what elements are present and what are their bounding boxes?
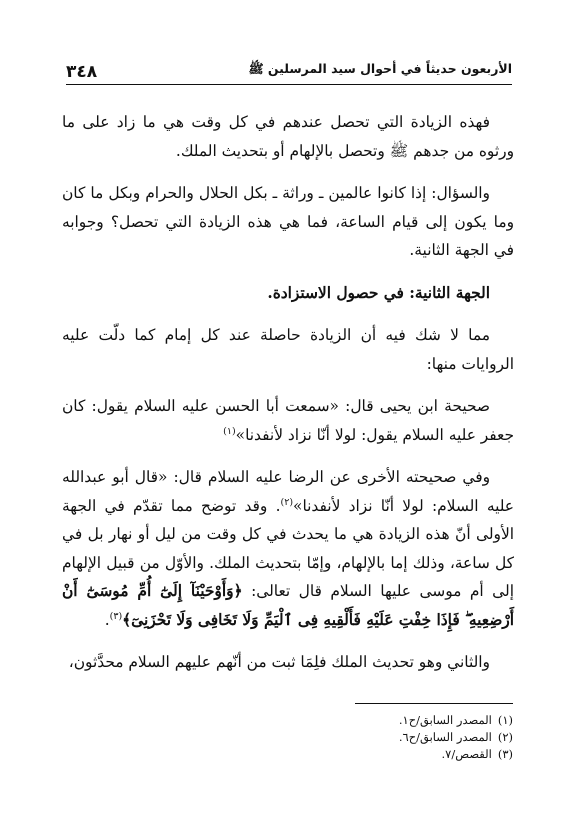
footnote — [213, 729, 513, 746]
footnote-divider — [355, 703, 513, 704]
footnote-number: (٣) — [497, 747, 513, 761]
quran-verse: ﴿وَأَوْحَيْنَآ إِلَىٰٓ أُمِّ مُوسَىٰٓ أَنْ أَرْضِعِيهِ ۖ فَإِذَا خِفْتِ عَلَيْهِ فَأَلْقِيهِ فِى ٱلْيَمِّ وَلَا تَخَافِى وَلَا تَحْزَنِىٓ﴾ — [62, 582, 514, 629]
footnote-text: المصدر السابق/ح١. — [398, 713, 492, 727]
footnote — [213, 712, 513, 729]
paragraph: مما لا شك فيه أن الزيادة حاصلة عند كل إمام كما دلّت عليه الروايات منها: — [62, 326, 514, 373]
paragraph: فهذه الزيادة التي تحصل عندهم في كل وقت هي ما زاد على ما ورثوه من جدهم ﷺ وتحصل بالإلهام أو بتحديث الملك. — [62, 113, 514, 160]
paragraph: والثاني وهو تحديث الملك فلِمَا ثبت من أنّهم عليهم السلام محدَّثون، — [68, 653, 490, 671]
running-title: الأربعون حديثاً في أحوال سيد المرسلين ﷺ — [248, 61, 512, 76]
page-header — [66, 58, 512, 85]
footnote-text: المصدر السابق/ح٦. — [398, 730, 492, 744]
footnote-number: (١) — [497, 713, 513, 727]
section-heading: الجهة الثانية: في حصول الاستزادة. — [267, 283, 490, 302]
footnote-marker: (١) — [223, 425, 236, 437]
footnote-marker: (٣) — [109, 610, 123, 622]
paragraph: وفي صحيحته الأخرى عن الرضا عليه السلام قال: «قال أبو عبدالله عليه السلام: لولا أنّا نزاد لأنفدنا»$^{(٢)}$. وقد توضح مما تقدّم في الجهة الأولى أنّ هذه الزيادة هي ما يحدث في كل وقت من ليل أو نهار بل في كل ساعة، وذلك إما بالإلهام، وإمّا بتحديث الملك. والأوّل من قبيل الإلهام إلى أم موسى عليها السلام قال تعالى: ﴿وَأَوْحَيْنَآ إِلَىٰٓ أُمِّ مُوسَىٰٓ أَنْ أَرْضِعِيهِ ۖ فَإِذَا خِفْتِ عَلَيْهِ فَأَلْقِيهِ فِى ٱلْيَمِّ وَلَا تَخَافِى وَلَا تَحْزَنِىٓ﴾$^{(٣)}$. — [62, 468, 514, 629]
paragraph-text: . وقد توضح مما تقدّم في الجهة الأولى أنّ هذه الزيادة هي ما يحدث في كل وقت من ليل أو نهار بل في كل ساعة، وذلك إما بالإلهام، وإمّا بتحديث الملك. والأوّل من قبيل الإلهام إلى أم موسى عليها السلام قال تعالى: — [62, 496, 514, 600]
paragraph: والسؤال: إذا كانوا عالمين ـ وراثة ـ بكل الحلال والحرام وبكل ما كان وما يكون إلى قيام الساعة، فما هي هذه الزيادة التي تحصل؟ وجوابه في الجهة الثانية. — [62, 184, 514, 259]
main-text — [62, 108, 514, 691]
footnote-marker: (٢) — [280, 496, 294, 508]
quote-text: وفي صحيحته الأخرى عن الرضا عليه السلام قال: «قال أبو عبدالله عليه السلام: لولا أنّا نزاد لأنفدنا» — [62, 468, 514, 515]
page-number: ٣٤٨ — [66, 62, 98, 82]
footnote-number: (٢) — [497, 730, 513, 744]
footnote — [213, 746, 513, 763]
footnote-text: القصص/٧. — [441, 747, 492, 761]
quote-text: صحيحة ابن يحيى قال: «سمعت أبا الحسن عليه السلام يقول: كان جعفر عليه السلام يقول: لولا أنّا نزاد لأنفدنا» — [62, 397, 514, 444]
paragraph — [62, 392, 514, 449]
footnotes — [213, 712, 513, 763]
